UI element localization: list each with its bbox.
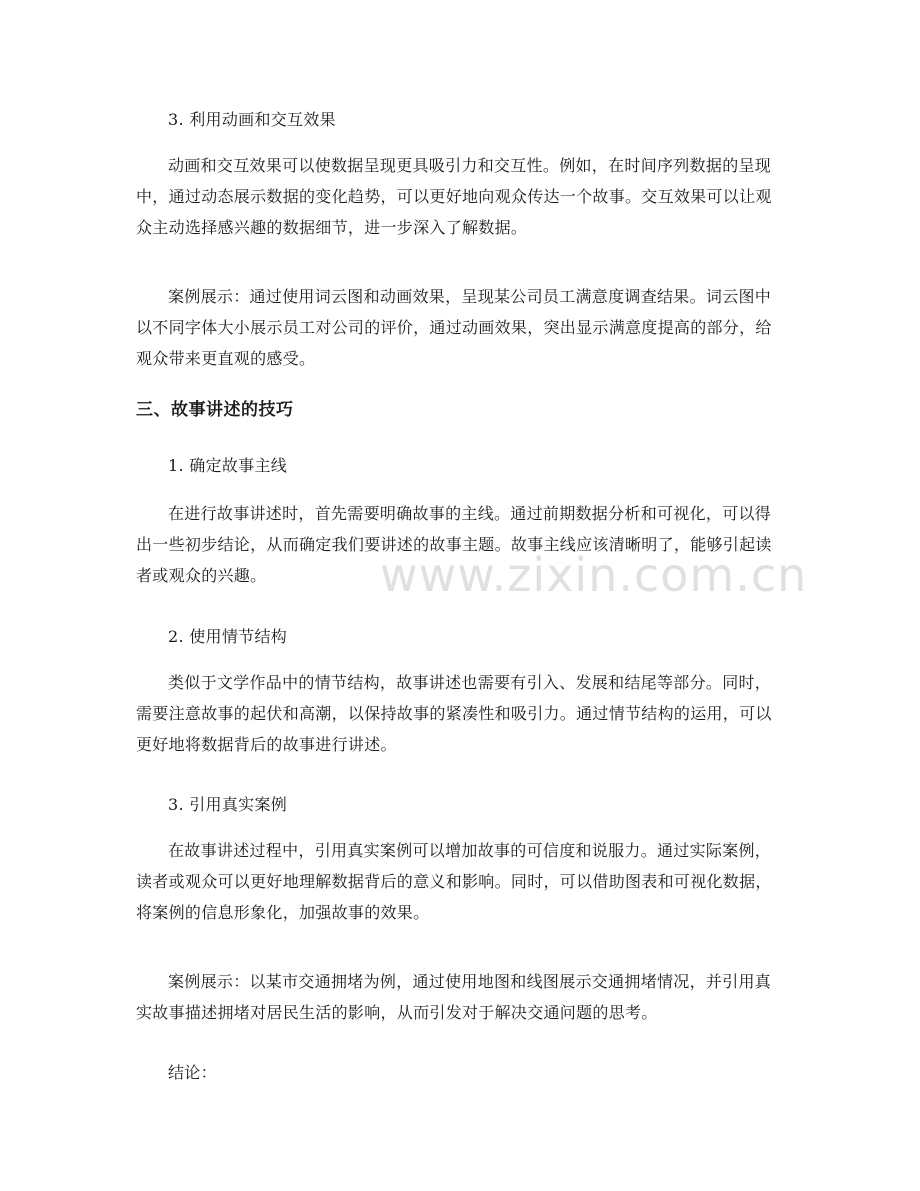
section-heading-storytelling: 三、故事讲述的技巧	[136, 400, 294, 420]
subheading-plot-structure: 2. 使用情节结构	[168, 627, 288, 646]
subheading-storyline: 1. 确定故事主线	[168, 456, 288, 475]
subheading-animation-interaction: 3. 利用动画和交互效果	[168, 110, 336, 129]
watermark: www.zixin.com.cn	[380, 548, 808, 602]
paragraph-plot-structure: 类似于文学作品中的情节结构，故事讲述也需要有引入、发展和结尾等部分。同时，需要注意故事的起伏和高潮，以保持故事的紧凑性和吸引力。通过情节结构的运用，可以更好地将数据背后的故事进行讲述。	[136, 673, 772, 754]
paragraph-real-cases: 在故事讲述过程中，引用真实案例可以增加故事的可信度和说服力。通过实际案例，读者或观众可以更好地理解数据背后的意义和影响。同时，可以借助图表和可视化数据，将案例的信息形象化，加强故事的效果。	[136, 841, 772, 922]
paragraph-case-traffic: 案例展示：以某市交通拥堵为例，通过使用地图和线图展示交通拥堵情况，并引用真实故事描述拥堵对居民生活的影响，从而引发对于解决交通问题的思考。	[136, 972, 772, 1022]
paragraph-case-wordcloud: 案例展示：通过使用词云图和动画效果，呈现某公司员工满意度调查结果。词云图中以不同字体大小展示员工对公司的评价，通过动画效果，突出显示满意度提高的部分，给观众带来更直观的感受。	[136, 287, 772, 368]
paragraph-animation-interaction: 动画和交互效果可以使数据呈现更具吸引力和交互性。例如，在时间序列数据的呈现中，通过动态展示数据的变化趋势，可以更好地向观众传达一个故事。交互效果可以让观众主动选择感兴趣的数据细节，进一步深入了解数据。	[136, 156, 772, 237]
subheading-conclusion: 结论：	[168, 1063, 217, 1082]
subheading-real-cases: 3. 引用真实案例	[168, 795, 288, 814]
paragraph-storyline: 在进行故事讲述时，首先需要明确故事的主线。通过前期数据分析和可视化，可以得出一些初步结论，从而确定我们要讲述的故事主题。故事主线应该清晰明了，能够引起读者或观众的兴趣。	[136, 504, 772, 585]
